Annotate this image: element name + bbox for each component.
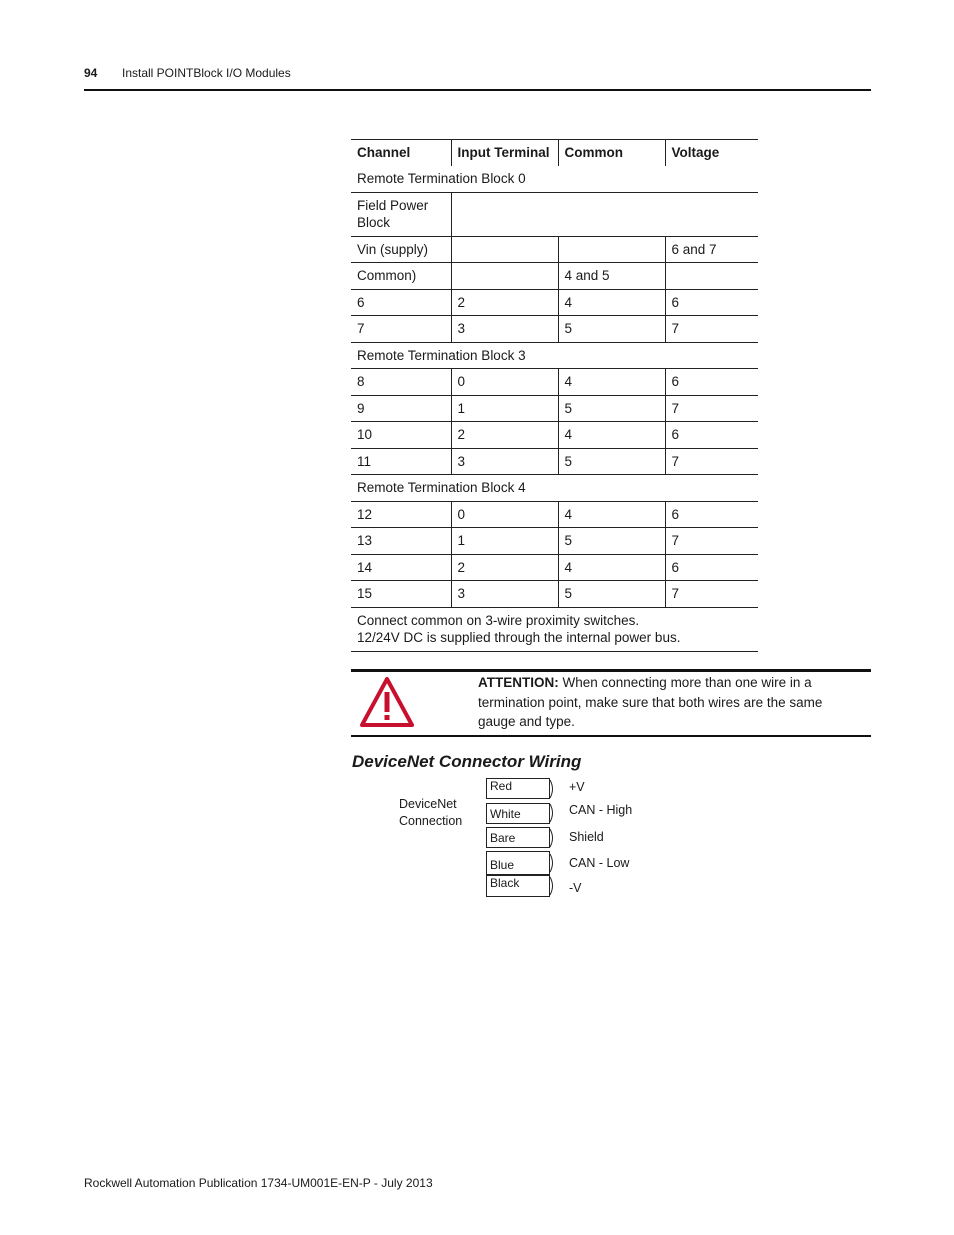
- table-cell: 5: [558, 395, 665, 422]
- table-cell: [665, 263, 758, 290]
- table-cell: 7: [351, 316, 451, 343]
- bracket-icon: [548, 803, 556, 823]
- bracket-icon: [548, 828, 556, 848]
- table-row: [351, 166, 758, 193]
- table-cell: 4: [558, 289, 665, 316]
- table-row: [351, 316, 758, 343]
- bracket-icon: [548, 779, 556, 799]
- column-header: Voltage: [665, 140, 758, 166]
- table-footnote-row: [351, 607, 758, 651]
- attention-body: When connecting more than one wire in a termination point, make sure that both wires are the same gauge and type.: [478, 675, 823, 729]
- table-cell: 1: [451, 528, 558, 555]
- table-cell: 15: [351, 581, 451, 608]
- wire-color-cell: Bare: [486, 827, 550, 848]
- table-cell: 5: [558, 316, 665, 343]
- table-cell: 0: [451, 501, 558, 528]
- table-row: [351, 501, 758, 528]
- signal-label: CAN - High: [569, 803, 633, 817]
- signal-label: -V: [569, 881, 582, 895]
- page-number: 94: [84, 66, 98, 80]
- signal-label: CAN - Low: [569, 856, 630, 870]
- table-cell: 6: [665, 289, 758, 316]
- wire-color-cell: White: [486, 803, 550, 824]
- footnote-line: Connect common on 3-wire proximity switches.: [357, 612, 640, 628]
- wire-color-cell: Red: [486, 778, 550, 799]
- attention-label: ATTENTION:: [478, 675, 559, 690]
- attention-top-rule: [351, 669, 871, 672]
- table-row: [351, 289, 758, 316]
- table-cell: Vin (supply): [351, 236, 451, 263]
- table-cell: 4: [558, 554, 665, 581]
- table-row: [351, 475, 758, 502]
- table-cell: [558, 236, 665, 263]
- block-label: Remote Termination Block 4: [351, 475, 758, 502]
- table-cell: 7: [665, 448, 758, 475]
- table-cell: 5: [558, 448, 665, 475]
- connection-label-line: DeviceNet: [399, 797, 457, 811]
- table-cell: 2: [451, 289, 558, 316]
- table-row: [351, 395, 758, 422]
- bracket-icon: [548, 853, 556, 873]
- table-cell: 11: [351, 448, 451, 475]
- wire-color-cell: Blue: [486, 851, 550, 875]
- wire-color-cell: Black: [486, 875, 550, 897]
- chapter-title: Install POINTBlock I/O Modules: [122, 66, 291, 80]
- table-cell: 7: [665, 316, 758, 343]
- footnote-line: 12/24V DC is supplied through the internal power bus.: [357, 629, 681, 645]
- table-cell: 1: [451, 395, 558, 422]
- signal-label: Shield: [569, 830, 604, 844]
- table-cell: 2: [451, 422, 558, 449]
- header-rule: [84, 89, 871, 91]
- attention-text: [478, 673, 863, 732]
- section-title: DeviceNet Connector Wiring: [352, 752, 582, 771]
- table-row: [351, 192, 758, 236]
- table-row: [351, 369, 758, 396]
- table-cell: 6: [665, 554, 758, 581]
- table-row: [351, 422, 758, 449]
- column-header: Channel: [351, 140, 451, 166]
- table-header-row: [351, 140, 758, 166]
- table-cell: 3: [451, 448, 558, 475]
- column-header: Common: [558, 140, 665, 166]
- table-row: [351, 263, 758, 290]
- table-cell: 6: [665, 422, 758, 449]
- column-header: Input Terminal: [451, 140, 558, 166]
- warning-triangle-icon: [360, 676, 414, 728]
- table-cell: 2: [451, 554, 558, 581]
- table-cell: 4: [558, 501, 665, 528]
- table-cell: 5: [558, 581, 665, 608]
- table-cell: 4: [558, 369, 665, 396]
- table-cell: Common): [351, 263, 451, 290]
- table-cell: 10: [351, 422, 451, 449]
- bracket-icon: [548, 876, 556, 896]
- terminal-table: [351, 139, 758, 652]
- table-cell: 7: [665, 528, 758, 555]
- table-cell: 7: [665, 581, 758, 608]
- table-row: [351, 581, 758, 608]
- table-cell: Field Power Block: [351, 192, 451, 236]
- table-cell: 4 and 5: [558, 263, 665, 290]
- table-cell: 8: [351, 369, 451, 396]
- block-label: Remote Termination Block 3: [351, 342, 758, 369]
- table-cell: 6: [665, 501, 758, 528]
- table-cell: 6: [351, 289, 451, 316]
- publication-footer: Rockwell Automation Publication 1734-UM001E-EN-P - July 2013: [84, 1176, 433, 1190]
- table-cell: 5: [558, 528, 665, 555]
- table-cell: 3: [451, 581, 558, 608]
- signal-label: +V: [569, 780, 585, 794]
- table-footnote: [351, 607, 758, 651]
- block-label: Remote Termination Block 0: [357, 170, 526, 186]
- table-cell: 4: [558, 422, 665, 449]
- table-cell: 6: [665, 369, 758, 396]
- table-cell: [451, 192, 758, 236]
- connection-label-line: Connection: [399, 814, 463, 828]
- devicenet-connection-label: [399, 796, 462, 830]
- table-cell: 6 and 7: [665, 236, 758, 263]
- table-row: [351, 448, 758, 475]
- table-row: [351, 528, 758, 555]
- table-cell: 0: [451, 369, 558, 396]
- table-row: [351, 342, 758, 369]
- table-row: [351, 236, 758, 263]
- table-cell: 14: [351, 554, 451, 581]
- table-cell: 12: [351, 501, 451, 528]
- table-row: [351, 554, 758, 581]
- table-cell: 9: [351, 395, 451, 422]
- table-cell: [451, 263, 558, 290]
- table-cell: 7: [665, 395, 758, 422]
- table-cell: 3: [451, 316, 558, 343]
- attention-bottom-rule: [351, 735, 871, 737]
- table-cell: 13: [351, 528, 451, 555]
- table-cell: [451, 236, 558, 263]
